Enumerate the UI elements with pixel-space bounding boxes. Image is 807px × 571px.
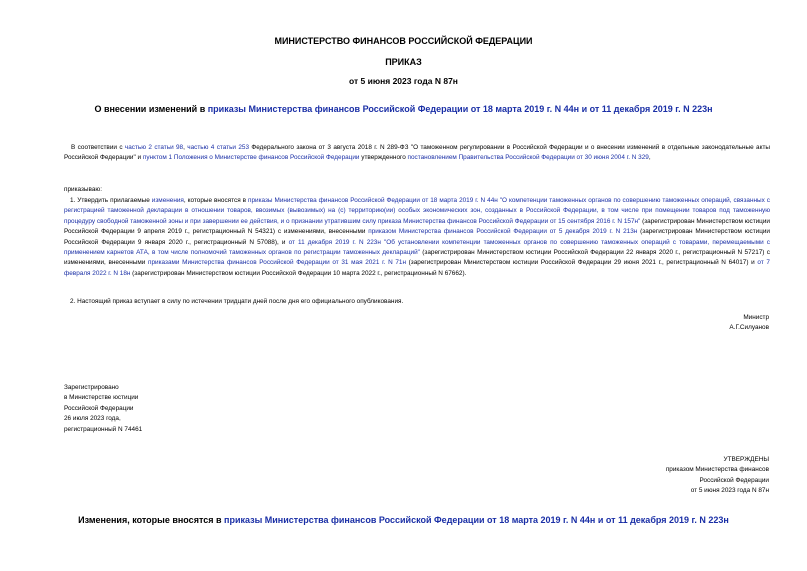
registration-line: регистрационный N 74461	[64, 425, 143, 433]
ministry-heading: МИНИСТЕРСТВО ФИНАНСОВ РОССИЙСКОЙ ФЕДЕРАЦИИ	[274, 36, 533, 46]
item1-link-order-223n[interactable]: от 11 декабря 2019 г. N 223н "Об установлении компетенции таможенных органов по совершению таможенных операций с товарами, перемещаемыми с применением карнетов АТА, в том числе полномочий таможенных органов по регистрации таможенных деклараций"	[64, 238, 771, 257]
item1-link-order-18n[interactable]: от 7 февраля 2022 г. N 18н	[64, 259, 770, 277]
approval-block	[666, 455, 769, 497]
item1-text-g: (зарегистрирован Министерством юстиции Российской Федерации 10 марта 2022 г., регистрационный N 67662).	[130, 269, 467, 277]
order-word: приказываю:	[64, 186, 102, 193]
item-1-paragraph	[64, 196, 770, 279]
item1-link-order-44n[interactable]: приказы Министерства финансов Российской Федерации от 18 марта 2019 г. N 44н "О компетенции таможенных органов по совершению таможенных операций, связанных с регистрацией таможенной декларации в отношении товаров, ввозимых (вывозимых) на (с) территорию(ии) особых экономических зон, созданных в Российской Федерации, в том числе при помещении товаров под таможенную процедуру свободной таможенной зоны и при завершении ее действия, и о признании утратившим силу приказа Министерства финансов Российской Федерации от 15 сентября 2016 г. N 157н"	[64, 197, 770, 225]
item1-text-d: (зарегистрирован Министерством юстиции Российской Федерации 9 января 2020 г., регистрационный N 57088), и	[64, 228, 771, 246]
approval-line: приказом Министерства финансов	[665, 466, 769, 474]
preamble-text-a: В соответствии с	[71, 144, 125, 151]
doc-type-heading: ПРИКАЗ	[385, 57, 422, 67]
item1-text-e: (зарегистрирован Министерством юстиции Российской Федерации 22 января 2020 г., регистрационный N 57217) с изменениями, внесенными	[64, 249, 771, 267]
item1-text-f: (зарегистрирован Министерством юстиции Российской Федерации 29 июня 2021 г., регистрационный N 64017) и	[406, 259, 758, 267]
item1-link-order-71n[interactable]: приказами Министерства финансов Российской Федерации от 31 мая 2021 г. N 71н	[148, 259, 406, 267]
title-prefix: О внесении изменений в	[94, 104, 208, 114]
annex-title-link[interactable]: приказы Министерства финансов Российской Федерации от 18 марта 2019 г. N 44н и от 11 декабря 2019 г. N 223н	[224, 515, 729, 525]
preamble-text-d: утвержденного	[359, 154, 408, 162]
item1-link-order-213n[interactable]: приказом Министерства финансов Российской Федерации от 5 декабря 2019 г. N 213н	[368, 228, 638, 236]
annex-title-prefix: Изменения, которые вносятся в	[78, 515, 225, 525]
item1-text-c: (зарегистрирован Министерством юстиции Российской Федерации 9 апреля 2019 г., регистрационный N 54321) с изменениями, внесенными	[64, 217, 770, 236]
title-link[interactable]: приказы Министерства финансов Российской Федерации от 18 марта 2019 г. N 44н и от 11 декабря 2019 г. N 223н	[207, 104, 713, 114]
item1-text-a: 1. Утвердить прилагаемые	[70, 197, 152, 204]
registration-line: Российской Федерации	[64, 404, 134, 412]
item1-link-changes[interactable]: изменения	[151, 197, 184, 204]
registration-line: Зарегистрировано	[64, 384, 119, 391]
preamble-link-decree[interactable]: постановлением Правительства Российской Федерации от 30 июня 2004 г. N 329	[407, 154, 649, 162]
signer-name: А.Г.Силуанов	[729, 324, 769, 332]
preamble-text-c: Федерального закона от 3 августа 2018 г. N 289-ФЗ "О таможенном регулировании в Российской Федерации и о внесении изменений в отдельные законодательные акты Российской Федерации" и	[64, 144, 770, 162]
preamble-paragraph	[64, 143, 770, 164]
preamble-link-part2-art98[interactable]: частью 2 статьи 98	[124, 144, 184, 151]
document-title	[0, 104, 807, 114]
annex-title	[0, 515, 807, 525]
signature-block	[729, 313, 769, 334]
doc-date-number: от 5 июня 2023 года N 87н	[349, 76, 458, 86]
item1-text-b: , которые вносятся в	[183, 197, 248, 204]
registration-line: 26 июля 2023 года,	[64, 415, 121, 423]
approval-line: Российской Федерации	[699, 476, 769, 484]
registration-line: в Министерстве юстиции	[64, 394, 139, 402]
registration-block	[64, 383, 142, 435]
preamble-text-e: ,	[648, 154, 651, 162]
approval-line: от 5 июня 2023 года N 87н	[690, 487, 769, 495]
signer-position: Министр	[743, 314, 769, 321]
item-2-paragraph: 2. Настоящий приказ вступает в силу по истечении тридцати дней после дня его официального опубликования.	[70, 298, 404, 305]
preamble-link-regulation[interactable]: пунктом 1 Положения о Министерстве финансов Российской Федерации	[142, 154, 360, 162]
preamble-link-part4-art253[interactable]: частью 4 статьи 253	[187, 144, 250, 151]
approval-line: УТВЕРЖДЕНЫ	[723, 456, 769, 463]
preamble-text-b: ,	[183, 144, 188, 151]
